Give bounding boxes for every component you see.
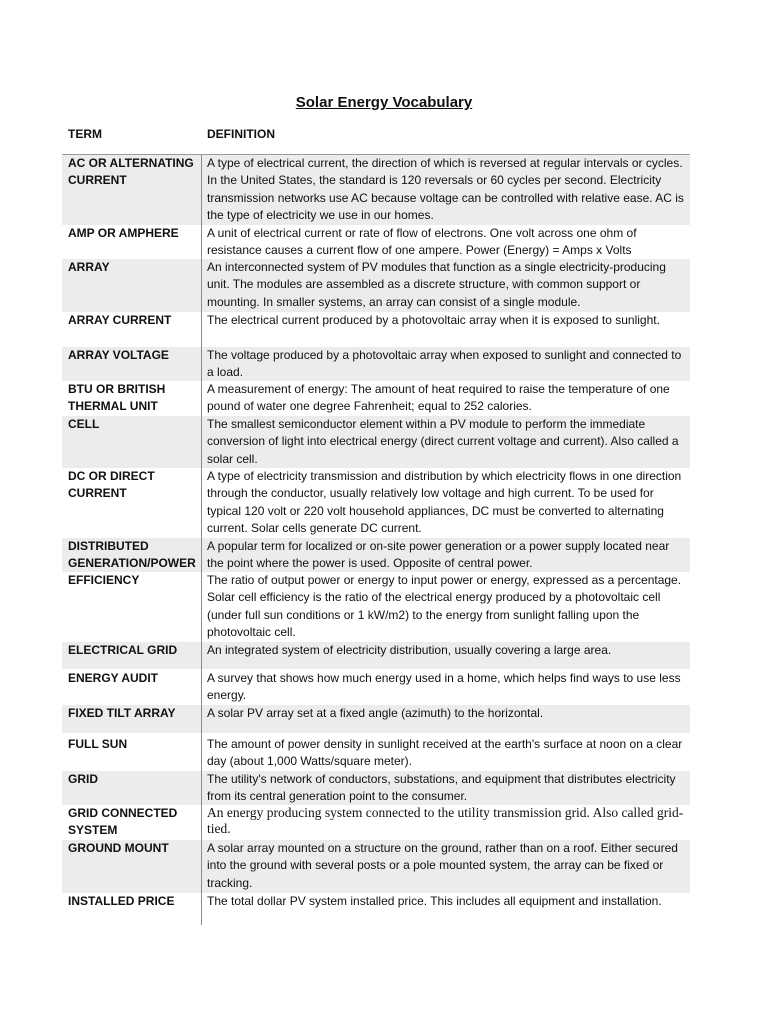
definition-cell: An energy producing system connected to the utility transmission grid. Also called grid-tied. — [207, 805, 684, 836]
definition-cell: The ratio of output power or energy to input power or energy, expressed as a percentage. Solar cell efficiency is the ratio of the electrical energy produced by a photovoltaic cell (under full sun conditions or 1 kW/m2) to the energy from sunlight falling upon the photovoltaic cell. — [207, 573, 682, 640]
table-row — [62, 347, 690, 381]
term-cell: FIXED TILT ARRAY — [68, 706, 176, 720]
term-cell: AMP OR AMPHERE — [68, 226, 179, 240]
definition-cell: An integrated system of electricity distribution, usually covering a large area. — [207, 643, 612, 657]
term-cell: DISTRIBUTED GENERATION/POWER — [68, 539, 196, 571]
term-cell: DC OR DIRECT CURRENT — [68, 469, 155, 501]
table-row — [62, 155, 690, 225]
term-cell: GRID CONNECTED SYSTEM — [68, 806, 178, 838]
definition-cell: The utility's network of conductors, substations, and equipment that distributes electricity from its central generation point to the consumer. — [207, 772, 676, 804]
table-row — [62, 416, 690, 468]
term-cell: GROUND MOUNT — [68, 841, 169, 855]
page-title: Solar Energy Vocabulary — [295, 94, 473, 111]
definition-cell: A type of electricity transmission and distribution by which electricity flows in one direction through the conductor, usually relatively low voltage and high current. To be used for typical 120 volt or 220 volt household appliances, DC must be converted to alternating current. Solar cells generate DC current. — [207, 469, 682, 536]
definition-cell: The total dollar PV system installed price. This includes all equipment and installation. — [207, 894, 662, 908]
definition-cell: A popular term for localized or on-site power generation or a power supply located near the point where the power is used. Opposite of central power. — [207, 539, 670, 571]
table-row — [62, 733, 690, 771]
definition-cell: A survey that shows how much energy used in a home, which helps find ways to use less energy. — [207, 671, 681, 703]
definition-cell: A type of electrical current, the direction of which is reversed at regular intervals or cycles. In the United States, the standard is 120 reversals or 60 cycles per second. Electricity transmission networks use AC because voltage can be controlled with relative ease. AC is the type of electricity we use in our homes. — [207, 156, 684, 223]
table-row — [62, 805, 690, 840]
table-row — [62, 468, 690, 538]
table-row — [62, 642, 690, 669]
definition-cell: An interconnected system of PV modules that function as a single electricity-producing unit. The modules are assembled as a discrete structure, with common support or mounting. In smaller systems, an array can consist of a single module. — [207, 260, 666, 309]
table-row — [62, 259, 690, 312]
term-cell: ARRAY CURRENT — [68, 313, 172, 327]
definition-cell: The smallest semiconductor element within a PV module to perform the immediate conversion of light into electrical energy (direct current voltage and current). Also called a solar cell. — [207, 417, 679, 466]
term-cell: INSTALLED PRICE — [68, 894, 175, 908]
table-row — [62, 572, 690, 642]
column-divider — [201, 155, 202, 925]
term-cell: GRID — [68, 772, 98, 786]
term-cell: ARRAY VOLTAGE — [68, 348, 169, 362]
table-row — [62, 381, 690, 416]
definition-cell: A unit of electrical current or rate of flow of electrons. One volt across one ohm of resistance causes a current flow of one ampere. Power (Energy) = Amps x Volts — [207, 226, 637, 258]
table-row — [62, 893, 690, 928]
definition-cell: The voltage produced by a photovoltaic array when exposed to sunlight and connected to a load. — [207, 348, 682, 380]
term-cell: CELL — [68, 417, 100, 431]
definition-cell: A solar array mounted on a structure on the ground, rather than on a roof. Either secured into the ground with several posts or a pole mounted system, the array can be fixed or tracking. — [207, 841, 678, 890]
term-cell: ENERGY AUDIT — [68, 671, 159, 685]
vocabulary-table — [62, 155, 690, 928]
term-column-header: TERM — [68, 127, 102, 141]
term-cell: ELECTRICAL GRID — [68, 643, 178, 657]
term-cell: ARRAY — [68, 260, 110, 274]
table-row — [62, 669, 690, 705]
definition-cell: The electrical current produced by a photovoltaic array when it is exposed to sunlight. — [207, 313, 660, 327]
table-row — [62, 312, 690, 347]
term-cell: BTU OR BRITISH THERMAL UNIT — [68, 382, 166, 414]
table-row — [62, 705, 690, 733]
table-row — [62, 538, 690, 572]
definition-cell: The amount of power density in sunlight received at the earth's surface at noon on a clear day (about 1,000 Watts/square meter). — [207, 737, 683, 769]
table-row — [62, 225, 690, 259]
table-row — [62, 771, 690, 805]
term-cell: FULL SUN — [68, 737, 128, 751]
term-cell: AC OR ALTERNATING CURRENT — [68, 156, 194, 188]
definition-cell: A solar PV array set at a fixed angle (azimuth) to the horizontal. — [207, 706, 544, 720]
term-cell: EFFICIENCY — [68, 573, 140, 587]
table-row — [62, 840, 690, 893]
definition-column-header: DEFINITION — [207, 127, 275, 141]
definition-cell: A measurement of energy: The amount of heat required to raise the temperature of one pound of water one degree Fahrenheit; equal to 252 calories. — [207, 382, 670, 414]
